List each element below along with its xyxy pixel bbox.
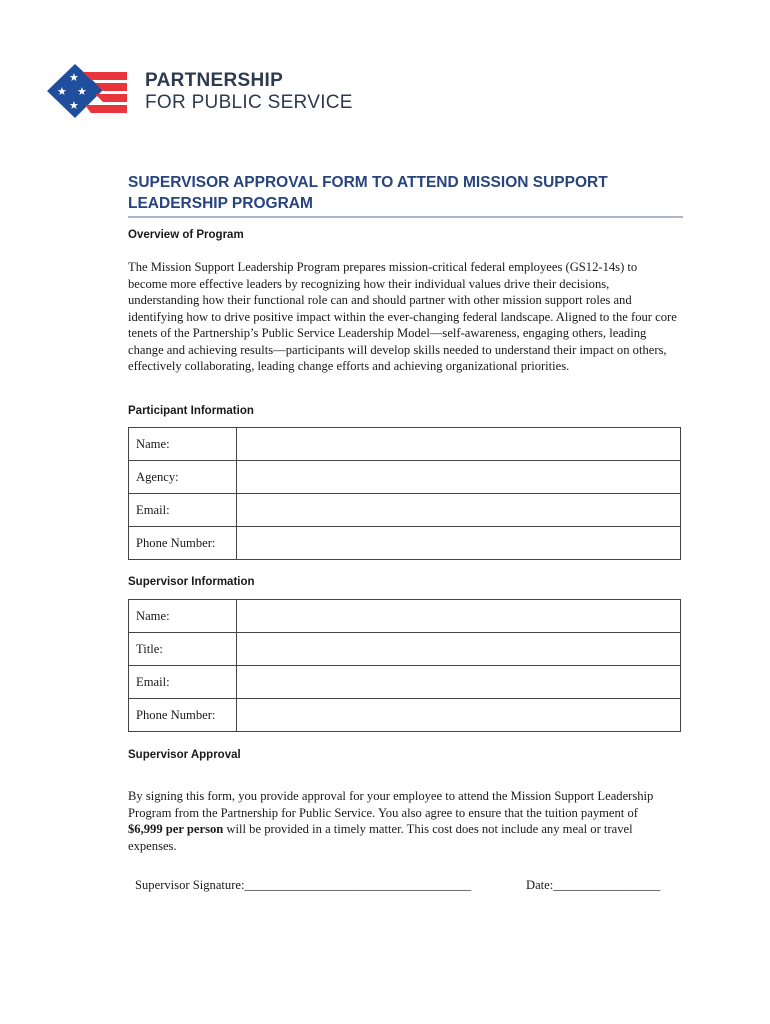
approval-paragraph [128,788,658,854]
svg-text:★: ★ [69,71,79,84]
supervisor-name-label: Name: [129,600,237,633]
overview-heading: Overview of Program [128,229,244,241]
supervisor-email-label: Email: [129,666,237,699]
flag-star-icon [47,64,131,120]
tuition-price: $6,999 per person [128,822,224,836]
approval-heading: Supervisor Approval [128,749,241,761]
supervisor-signature-line[interactable]: Supervisor Signature:____________________________________ [135,878,472,892]
table-row [129,600,681,633]
table-row [129,461,681,494]
overview-paragraph: The Mission Support Leadership Program prepares mission-critical federal employees (GS12-14s) to become more effective leaders by recognizing how their individual values drive their decisions, understanding how their functional role can and should partner with other mission support roles and identifying how to drive positive impact within the ever-changing federal landscape. Aligned to the four core tenets of the Partnership’s Public Service Leadership Model—self-awareness, engaging others, leading change and achieving results—participants will develop skills needed to understand their impact on others, effectively collaborating, leading change efforts and achieving organizational priorities. [128,260,677,373]
form-title: SUPERVISOR APPROVAL FORM TO ATTEND MISSION SUPPORT LEADERSHIP PROGRAM [128,172,683,218]
supervisor-phone-field[interactable] [237,699,681,732]
logo-line-2: FOR PUBLIC SERVICE [145,92,353,113]
supervisor-email-field[interactable] [237,666,681,699]
table-row [129,699,681,732]
svg-text:★: ★ [77,85,87,98]
participant-name-field[interactable] [237,428,681,461]
table-row [129,428,681,461]
supervisor-phone-label: Phone Number: [129,699,237,732]
participant-agency-field[interactable] [237,461,681,494]
supervisor-title-label: Title: [129,633,237,666]
participant-email-field[interactable] [237,494,681,527]
supervisor-heading: Supervisor Information [128,576,255,588]
supervisor-title-field[interactable] [237,633,681,666]
supervisor-name-field[interactable] [237,600,681,633]
participant-name-label: Name: [129,428,237,461]
table-row [129,527,681,560]
logo-wordmark [145,70,353,114]
participant-heading: Participant Information [128,405,254,417]
logo-line-1: PARTNERSHIP [145,70,284,91]
participant-phone-label: Phone Number: [129,527,237,560]
organization-logo [47,64,367,120]
participant-agency-label: Agency: [129,461,237,494]
participant-phone-field[interactable] [237,527,681,560]
date-line[interactable]: Date:_________________ [526,878,661,892]
svg-text:★: ★ [57,85,67,98]
table-row [129,494,681,527]
participant-table [128,427,681,560]
participant-email-label: Email: [129,494,237,527]
table-row [129,633,681,666]
svg-text:★: ★ [69,99,79,112]
approval-text-end: will be provided in a timely matter. This cost does not include any meal or travel expenses. [128,822,633,853]
table-row [129,666,681,699]
approval-text-start: By signing this form, you provide approval for your employee to attend the Mission Support Leadership Program from the Partnership for Public Service. You also agree to ensure that the tuition payment of [128,789,654,820]
supervisor-table [128,599,681,732]
